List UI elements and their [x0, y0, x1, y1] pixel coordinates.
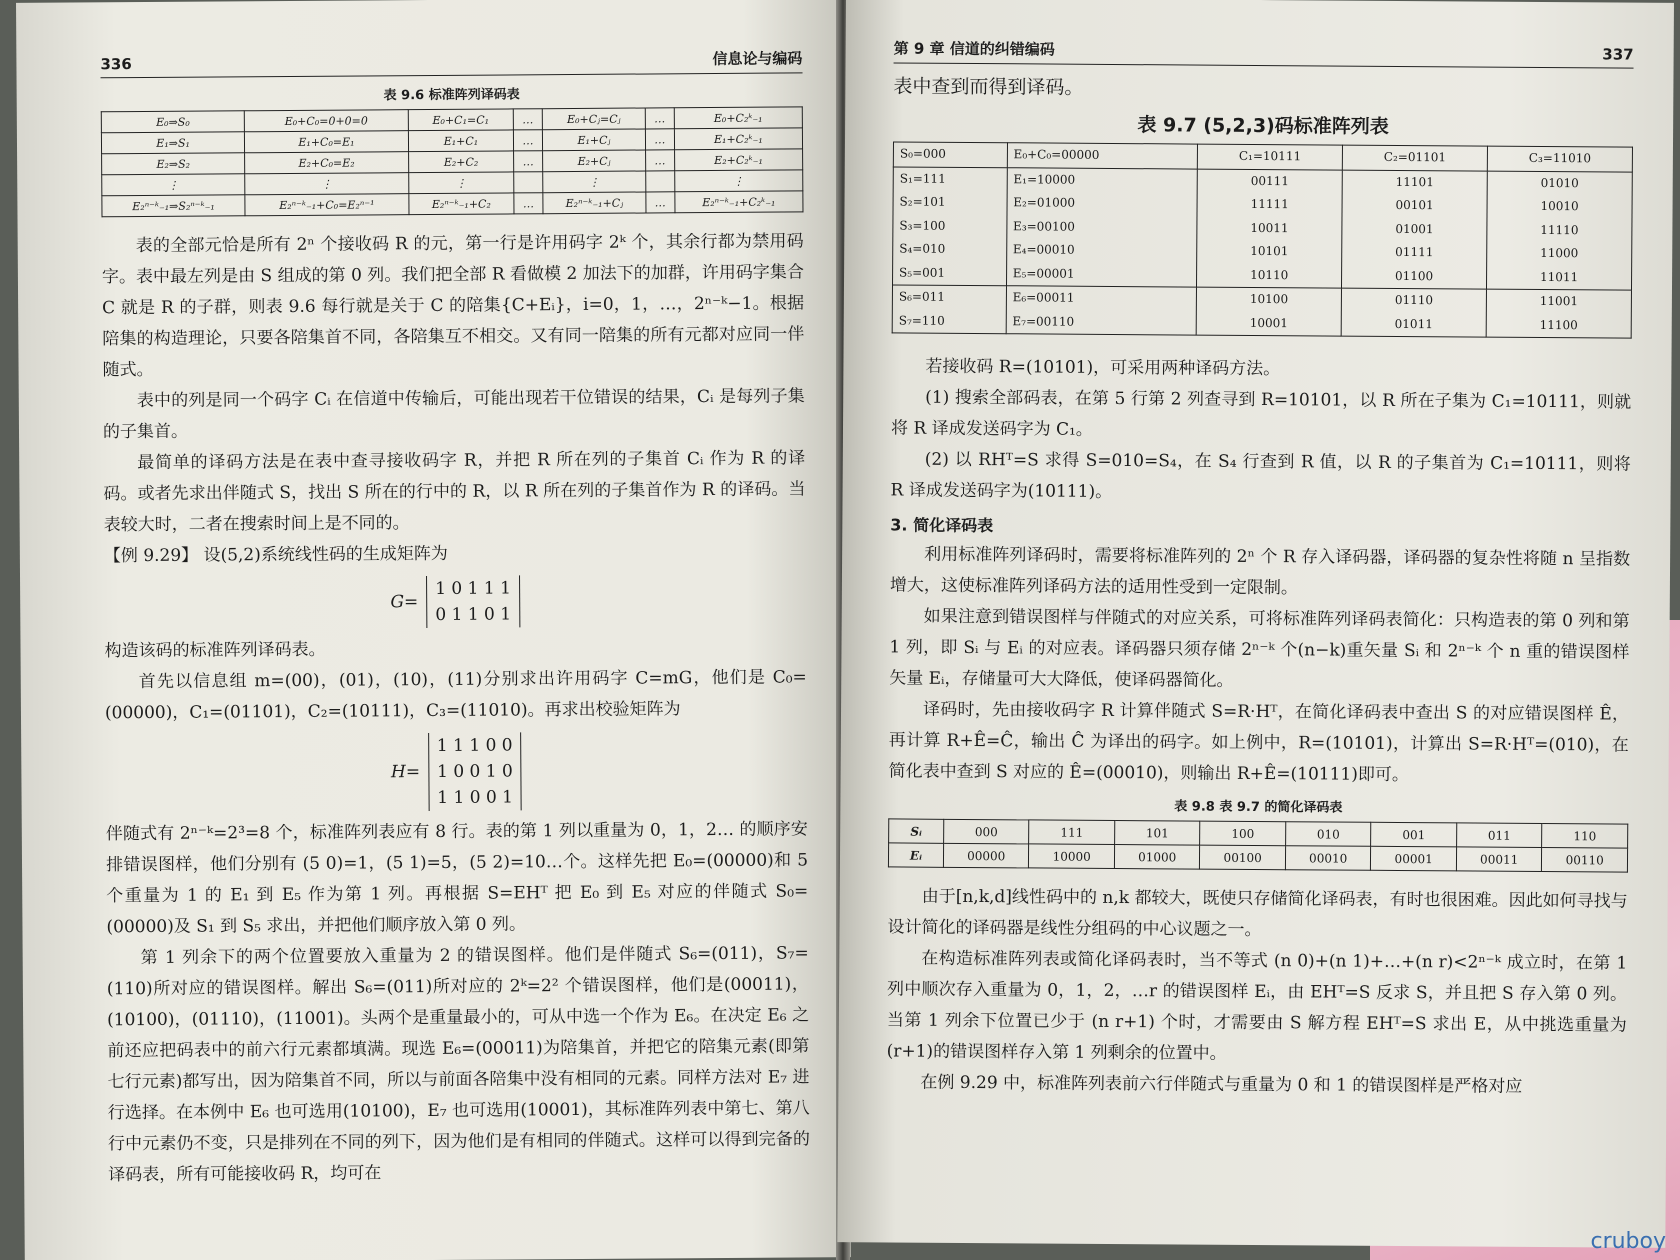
table-cell: ⋮: [408, 172, 514, 194]
table-cell: E₁+Cⱼ: [542, 129, 645, 151]
table-cell: [1007, 143, 1198, 169]
paragraph: 最简单的译码方法是在表中查寻接收码字 R，并把 R 所在列的子集首 Cᵢ 作为 R 的译码。或者先求出伴随式 S，找出 S 所在的行中的 R，以 R 所在列的子集首作为 R 的译码。当表较大时，二者在搜索时间上是不同的。: [103, 448, 806, 536]
left-header-title: 信息论与编码: [712, 49, 803, 69]
table-cell: E₁+C₁: [408, 130, 514, 152]
table-cell: E₂⇒S₂: [102, 153, 245, 175]
table-cell: …: [514, 130, 543, 151]
right-page: [837, 0, 1674, 1248]
matrix-row: 1 1 0 0 1: [437, 787, 514, 808]
cell-line: E₇=00110: [1012, 313, 1075, 329]
table-cell: [1487, 146, 1632, 172]
h-matrix: [428, 732, 522, 811]
table-cell: 010: [1286, 822, 1372, 847]
cell-line: E₃=00100: [1013, 218, 1075, 234]
matrix-row: 1 0 0 1 0: [437, 761, 513, 782]
table-cell: [514, 172, 543, 193]
cell-line: 01011: [1394, 316, 1433, 331]
table-cell: E₁+C₀=E₁: [245, 131, 409, 153]
table-cell: [1342, 170, 1488, 290]
table-cell: E₂+C₂: [408, 151, 514, 173]
table-9-6: [101, 106, 804, 217]
paragraph: 由于[n,k,d]线性码中的 n,k 都较大，既使只存储简化译码表，有时也很困难。因此如何寻找与设计简化的译码器是线性分组码的中心议题之一。: [887, 886, 1628, 941]
paragraph: 表的全部元恰是所有 2ⁿ 个接收码 R 的元，第一行是许用码字 2ᵏ 个，其余行都为禁用码字。表中最左列是由 S 组成的第 0 列。我们把全部 R 看做模 2 加法下的加群，许用码字集合 C 就是 R 的子群，则表 9.6 每行就是关于 C 的陪集{C+Eᵢ}，i=0，1，…，2ⁿ⁻ᵏ−1。根据陪集的构造理论，只要各陪集首不同，各陪集互不相交。又有同一陪集的所有元都对应同一伴随式。: [101, 231, 805, 381]
row-header: Eᵢ: [888, 843, 943, 867]
table-cell: 10000: [1029, 844, 1115, 869]
paragraph: 伴随式有 2ⁿ⁻ᵏ=2³=8 个，标准阵列表应有 8 行。表的第 1 列以重量为 0，1，2… 的顺序安排错误图样，他们分别有 (5 0)=1，(5 1)=5，(5 2)=10…个。这样先把 E₀=(00000)和 5 个重量为 1 的 E₁ 到 E₅ 作为第 1 列。再根据 S=EHᵀ 把 E₀ 到 E₅ 对应的伴随式 S₀=(00000)及 S₁ 到 S₅ 求出，并把他们顺序放入第 0 列。: [105, 819, 809, 938]
table-cell: [1006, 167, 1197, 287]
table-cell: 001: [1371, 822, 1457, 847]
table-cell: ⋮: [102, 174, 245, 196]
example-heading: 【例 9.29】 设(5,2)系统线性码的生成矩阵为: [103, 543, 448, 567]
cell-line: 01001: [1395, 221, 1434, 236]
cell-line: E₂=01000: [1013, 195, 1076, 210]
paragraph: (1) 搜索全部码表，在第 5 行第 2 列查寻到 R=10101，以 R 所在子集为 C₁=10111，则就将 R 译成发送码字为 C₁。: [890, 387, 1632, 440]
table-cell: …: [514, 151, 543, 172]
table-cell: E₁+C₂ᵏ₋₁: [674, 128, 802, 150]
table-cell: 000: [944, 819, 1030, 844]
table-cell: [1197, 169, 1343, 289]
cell-line: 11110: [1540, 222, 1579, 237]
cell-line: 00101: [1395, 197, 1434, 213]
h-label: H=: [390, 762, 421, 783]
cell-line: E₅=00001: [1012, 265, 1075, 281]
table-cell: ⋮: [245, 173, 409, 195]
cell-line: 10001: [1249, 315, 1288, 330]
paragraph: 第 1 列余下的两个位置要放入重量为 2 的错误图样。他们是伴随式 S₆=(011)，S₇=(110)所对应的错误图样。解出 S₆=(011)所对应的 2ᵏ=2² 个错误图样，他们是(00011)，(10100)，(01110)，(11001)。头两个是重量最小的，可从中选一个作为 E₆。在决定 E₆ 之前还应把码表中的前六行元素都填满。现选 E₆=(00011)为陪集首，并把它的陪集元素(即第七行元素)都写出，因为陪集首不同，所以与前面各陪集中没有相同的元素。同样方法对 E₇ 进行选择。在本例中 E₆ 也可选用(10100)，E₇ 也可选用(10001)，其标准阵列表中第七、第八行中元素仍不变，只是排列在不同的列下，因为他们是有相同的伴随式。这样可以得到完备的译码表，所有可能接收码 R，均可在: [106, 943, 811, 1186]
cell-line: C₂=01101: [1383, 149, 1447, 165]
matrix-row: 1 0 1 1 1: [435, 578, 511, 599]
table-9-7-caption: 表 9.7 (5,2,3)码标准阵列表: [1137, 114, 1389, 138]
cell-line: 11000: [1540, 245, 1579, 261]
table-cell: ⋮: [543, 171, 646, 193]
right-header: [894, 37, 1634, 68]
table-9-8: [888, 818, 1628, 872]
cell-line: 11101: [1395, 174, 1434, 189]
section-heading: 3. 简化译码表: [890, 515, 994, 536]
paragraph: 若接收码 R=(10101)，可采用两种译码方法。: [925, 356, 1281, 380]
table-cell: 00000: [943, 843, 1029, 868]
table-cell: [1197, 144, 1342, 170]
cell-line: 01111: [1395, 244, 1434, 260]
table-cell: [893, 166, 1007, 285]
cell-line: S₀=000: [899, 146, 946, 161]
table-cell: 00011: [1456, 847, 1542, 872]
cell-line: S₇=110: [898, 312, 945, 328]
table-cell: [892, 285, 1006, 334]
table-cell: 111: [1029, 820, 1115, 845]
table-cell: [646, 171, 675, 192]
generator-matrix: [104, 573, 806, 630]
matrix-row: 1 1 1 0 0: [436, 735, 513, 756]
left-header: [100, 47, 802, 78]
table-cell: E₂ⁿ⁻ᵏ₋₁⇒S₂ⁿ⁻ᵏ₋₁: [102, 195, 245, 217]
watermark: cruboy: [1590, 1229, 1666, 1254]
table-cell: [1196, 287, 1341, 336]
table-cell: [1487, 171, 1633, 291]
cell-line: C₁=10111: [1238, 148, 1302, 164]
table-cell: E₂ⁿ⁻ᵏ₋₁+C₂: [409, 193, 515, 215]
matrix-row: 0 1 1 0 1: [435, 604, 512, 625]
cell-line: 10010: [1540, 198, 1579, 214]
table-cell: 110: [1542, 823, 1628, 848]
cell-line: 11001: [1539, 293, 1579, 309]
cell-line: S₃=100: [899, 217, 946, 233]
table-cell: 101: [1115, 821, 1201, 846]
paragraph: 利用标准阵列译码时，需要将标准阵列的 2ⁿ 个 R 存入译码器，译码器的复杂性将随 n 呈指数增大，这使标准阵列译码方法的适用性受到一定限制。: [889, 544, 1631, 599]
cell-line: 10101: [1250, 243, 1289, 259]
table-cell: E₀⇒S₀: [101, 111, 244, 133]
g-matrix: [426, 575, 520, 628]
table-row: [893, 166, 1633, 290]
paragraph: 表中的列是同一个码字 Cᵢ 在信道中传输后，可能出现若干位错误的结果，Cᵢ 是每列子集的子集首。: [102, 386, 805, 443]
paragraph: (2) 以 RHᵀ=S 求得 S=010=S₄，在 S₄ 行查到 R 值，以 R 的子集首为 C₁=10111，则将 R 译成发送码字为(10111)。: [890, 449, 1631, 502]
table-cell: ⋮: [674, 170, 802, 192]
g-label: G=: [390, 592, 419, 613]
cell-line: S₆=011: [898, 289, 945, 304]
chapter-title: 第 9 章 信道的纠错编码: [893, 39, 1055, 59]
cell-line: 11011: [1539, 269, 1579, 284]
table-cell: E₀+C₀=0+0=0: [244, 110, 408, 132]
cell-line: 10011: [1250, 220, 1289, 235]
table-cell: …: [645, 108, 674, 129]
table-cell: …: [646, 192, 675, 213]
table-cell: E₁⇒S₁: [101, 132, 244, 154]
cell-line: S₅=001: [899, 264, 946, 280]
cell-line: 01110: [1394, 292, 1434, 308]
paragraph: 译码时，先由接收码字 R 计算伴随式 S=R·Hᵀ，在简化译码表中查出 S 的对应错误图样 Ê，再计算 R+Ê=Ĉ，输出 Ĉ 为译出的码字。如上例中，R=(10101)，计算出 S=R·Hᵀ=(010)，在简化表中查到 S 对应的 Ê=(00010)，则输出 R+Ê=(10111)即可。: [888, 699, 1630, 786]
table-cell: E₂+C₀=E₂: [245, 152, 409, 174]
left-page: [16, 0, 851, 1260]
table-cell: …: [646, 150, 675, 171]
table-row: [892, 285, 1631, 338]
cell-line: 10100: [1249, 291, 1289, 307]
cell-line: S₂=101: [899, 194, 946, 209]
paragraph: 在例 9.29 中，标准阵列表前六行伴随式与重量为 0 和 1 的错误图样是严格对应: [920, 1072, 1523, 1097]
table-cell: E₀+C₁=C₁: [408, 109, 514, 131]
table-cell: 00100: [1200, 845, 1286, 870]
table-cell: E₂ⁿ⁻ᵏ₋₁+C₂ᵏ₋₁: [675, 191, 803, 213]
table-cell: [1486, 289, 1631, 338]
cell-line: 10110: [1250, 267, 1289, 282]
table-cell: E₂ⁿ⁻ᵏ₋₁+Cⱼ: [543, 192, 646, 214]
cell-line: 00111: [1250, 173, 1289, 188]
table-cell: 00010: [1285, 846, 1371, 871]
table-cell: E₂ⁿ⁻ᵏ₋₁+C₀=E₂ⁿ⁻¹: [245, 194, 409, 216]
table-cell: 100: [1200, 821, 1286, 846]
table-9-6-caption: 表 9.6 标准阵列译码表: [383, 87, 520, 104]
table-cell: [1006, 286, 1197, 335]
paragraph: 表中查到而得到译码。: [893, 75, 1084, 99]
cell-line: 01100: [1394, 268, 1434, 283]
table-cell: …: [513, 109, 542, 130]
table-cell: [1342, 145, 1487, 171]
cell-line: S₁=111: [899, 170, 946, 186]
cell-line: E₆=00011: [1012, 290, 1075, 305]
parity-matrix: [105, 730, 808, 813]
table-cell: E₂+C₂ᵏ₋₁: [674, 149, 802, 171]
left-page-number: 336: [100, 55, 132, 74]
table-9-8-caption: 表 9.8 表 9.7 的简化译码表: [1174, 799, 1343, 816]
table-cell: …: [645, 129, 674, 150]
table-cell: E₀+C₂ᵏ₋₁: [674, 107, 802, 129]
cell-line: C₃=11010: [1528, 150, 1592, 166]
paragraph: 如果注意到错误图样与伴随式的对应关系，可将标准阵列译码表简化：只构造表的第 0 列和第 1 列，即 Sᵢ 与 Eᵢ 的对应表。译码器只须存储 2ⁿ⁻ᵏ 个(n−k)重矢量 Sᵢ 和 2ⁿ⁻ᵏ 个 n 重的错误图样矢量 Eᵢ，存储量可大大降低，使译码器简化。: [889, 606, 1630, 691]
cell-line: E₁=10000: [1013, 171, 1076, 187]
table-cell: 01000: [1114, 845, 1200, 870]
cell-line: E₀+C₀=00000: [1013, 147, 1100, 162]
table-cell: 00110: [1542, 847, 1628, 872]
table-cell: E₀+Cⱼ=Cⱼ: [542, 108, 645, 130]
table-cell: …: [514, 193, 543, 214]
row-header: Sᵢ: [889, 819, 944, 843]
paragraph: 首先以信息组 m=(00)，(01)，(10)，(11)分别求出许用码字 C=mG，他们是 C₀=(00000)，C₁=(01101)，C₂=(10111)，C₃=(11010)。再求出校验矩阵为: [104, 667, 807, 724]
cell-line: S₄=010: [899, 241, 946, 256]
table-9-7: [892, 141, 1633, 338]
table-cell: [893, 142, 1007, 167]
cell-line: 11111: [1250, 196, 1289, 212]
cell-line: 11100: [1539, 317, 1578, 332]
paragraph: 在构造标准阵列表或简化译码表时，当不等式 (n 0)+(n 1)+…+(n r)<2ⁿ⁻ᵏ 成立时，在第 1 列中顺次存入重量为 0，1，2，…r 的错误图样 Eᵢ，由 EHᵀ=S 反求 S，并且把 S 存入第 0 列。当第 1 列余下位置已少于 (n r+1) 个时，才需要由 S 解方程 EHᵀ=S 求出 E，从中挑选重量为(r+1)的错误图样存入第 1 列剩余的位置中。: [886, 948, 1628, 1064]
table-cell: E₂+Cⱼ: [542, 150, 645, 172]
table-cell: 011: [1457, 823, 1543, 848]
cell-line: E₄=00010: [1012, 242, 1075, 257]
cell-line: 01010: [1540, 175, 1579, 190]
right-page-number: 337: [1602, 45, 1634, 64]
table-cell: 00001: [1371, 846, 1457, 871]
table-cell: [1341, 288, 1486, 337]
paragraph: 构造该码的标准阵列译码表。: [104, 639, 326, 662]
